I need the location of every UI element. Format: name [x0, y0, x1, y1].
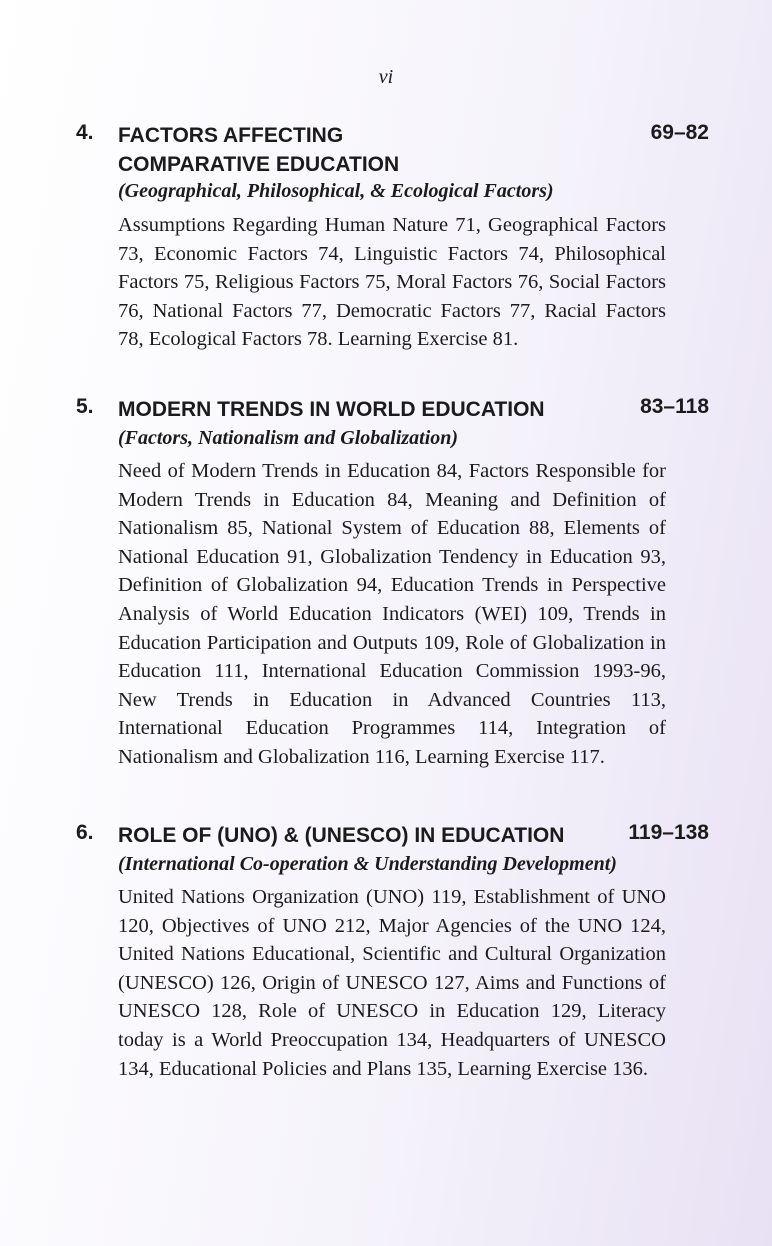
page-range: 83–118 [640, 395, 709, 418]
chapter-topics: United Nations Organization (UNO) 119, Establishment of UNO 120, Objectives of UNO 212, Major Agencies of the UNO 124, United Nations Educational, Scientific and Cultural Organization (UNESCO) 126, Origin of UNESCO 127, Aims and Functions of UNESCO 128, Role of UNESCO in Education 129, Literacy today is a World Preoccupation 134, Headquarters of UNESCO 134, Educational Policies and Plans 135, Learning Exercise 136. [118, 886, 666, 1080]
chapter-title: MODERN TRENDS IN WORLD EDUCATION [118, 398, 545, 421]
chapter-number: 4. [76, 121, 94, 144]
chapter-subtitle: (Factors, Nationalism and Globalization) [118, 427, 459, 449]
chapter-topics: Assumptions Regarding Human Nature 71, Geographical Factors 73, Economic Factors 74, Linguistic Factors 74, Philosophical Factors 75, Religious Factors 75, Moral Factors 76, Social Factors 76, National Factors 77, Democratic Factors 77, Racial Factors 78, Ecological Factors 78. Learning Exercise 81. [118, 214, 666, 351]
page-range: 69–82 [650, 121, 709, 144]
page-range: 119–138 [628, 821, 709, 844]
chapter-topics: Need of Modern Trends in Education 84, Factors Responsible for Modern Trends in Education 84, Meaning and Definition of Nationalism 85, National System of Education 88, Elements of National Education 91, Globalization Tendency in Education 93, Definition of Globalization 94, Education Trends in Perspective Analysis of World Education Indicators (WEI) 109, Trends in Education Participation and Outputs 109, Role of Globalization in Education 111, International Education Commission 1993-96, New Trends in Education in Advanced Countries 113, International Education Programmes 114, Integration of Nationalism and Globalization 116, Learning Exercise 117. [118, 460, 666, 768]
chapter-subtitle: (International Co-operation & Understanding Development) [118, 853, 617, 875]
chapter-title: FACTORS AFFECTING COMPARATIVE EDUCATION [118, 124, 400, 176]
chapter-number: 5. [76, 395, 94, 418]
chapter-number: 6. [76, 821, 94, 844]
page-number: vi [378, 66, 394, 88]
chapter-title: ROLE OF (UNO) & (UNESCO) IN EDUCATION [118, 824, 565, 847]
chapter-subtitle: (Geographical, Philosophical, & Ecological Factors) [118, 180, 554, 202]
